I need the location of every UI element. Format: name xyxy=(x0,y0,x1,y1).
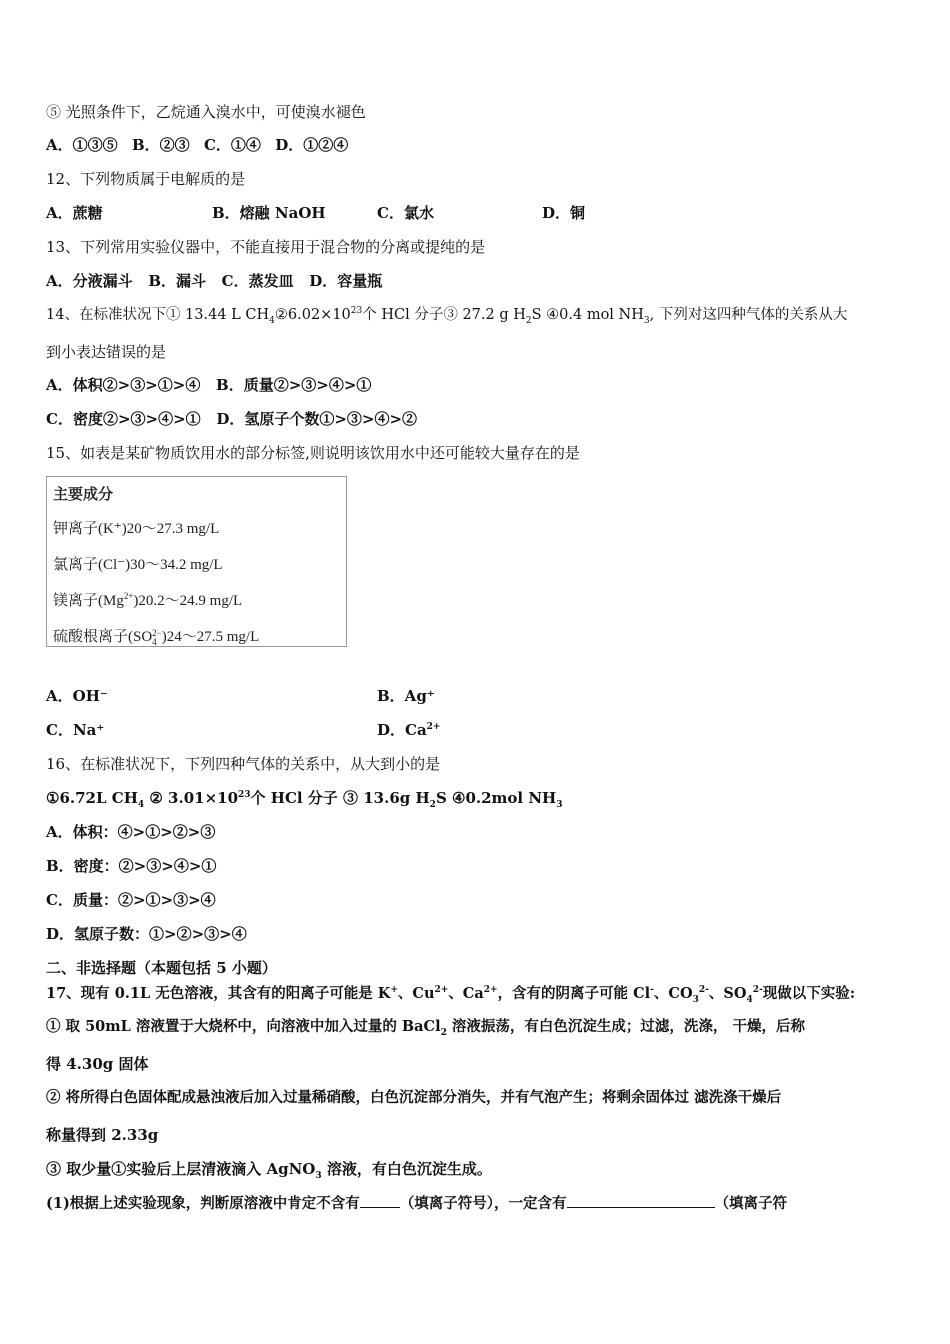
q14-option-b: B．质量②>③>④>① xyxy=(216,376,372,394)
q17-step1: ① 取 50mL 溶液置于大烧杯中，向溶液中加入过量的 BaCl$_2$ 溶液振荡，有白色沉淀生成；过滤，洗涤， 干燥，后称 xyxy=(46,1018,805,1038)
q16-option-a: A．体积：④>①>②>③ xyxy=(46,823,216,841)
q17-step2: ② 将所得白色固体配成悬浊液后加入过量稀硝酸，白色沉淀部分消失，并有气泡产生；将剩余固体过 滤洗涤干燥后 xyxy=(46,1089,782,1106)
q15-option-d: D．$Ca^{2+}$ xyxy=(377,721,441,739)
q13-option-b: B．漏斗 xyxy=(148,272,206,290)
q14-option-c: C．密度②>③>④>① xyxy=(46,410,201,428)
q12-option-c: C．氯水 xyxy=(377,204,434,222)
q12-option-a: A．蔗糖 xyxy=(46,204,103,222)
q12-option-b: B．熔融 NaOH xyxy=(212,204,326,222)
q11-option-c: C．①④ xyxy=(203,136,261,154)
q11-item5: ⑤ 光照条件下，乙烷通入溴水中，可使溴水褪色 xyxy=(46,103,366,121)
q13-option-c: C．蒸发皿 xyxy=(221,272,294,290)
section-heading: 二、非选择题（本题包括 5 小题） xyxy=(46,959,277,977)
mineral-water-label-table xyxy=(46,476,347,647)
q15-stem: 15、如表是某矿物质饮用水的部分标签,则说明该饮用水中还可能较大量存在的是 xyxy=(46,444,580,462)
q17-step3: ③ 取少量①实验后上层清液滴入 AgNO$_3$ 溶液，有白色沉淀生成。 xyxy=(46,1160,492,1181)
answer-blank-not-contained[interactable] xyxy=(360,1193,400,1208)
q14-option-a: A．体积②>③>①>④ xyxy=(46,376,201,394)
q11-option-d: D．①②④ xyxy=(275,136,349,154)
answer-blank-contained[interactable] xyxy=(567,1193,715,1208)
q11-option-b: B．②③ xyxy=(131,136,190,154)
table-title: 主要成分 xyxy=(53,487,114,503)
table-row-chloride: 氯离子(Cl⁻)30～34.2 mg/L xyxy=(53,557,223,573)
q14-stem-line2: 到小表达错误的是 xyxy=(46,343,167,361)
q13-option-a: A．分液漏斗 xyxy=(46,272,133,290)
q14-options-row2 xyxy=(46,409,417,429)
q15-option-c: C．Na⁺ xyxy=(46,721,105,739)
q12-stem: 12、下列物质属于电解质的是 xyxy=(46,170,246,188)
q15-option-b: B．Ag⁺ xyxy=(377,687,435,705)
q17-step2-line2: 称量得到 2.33g xyxy=(46,1126,159,1144)
q11-options xyxy=(46,135,348,155)
q11-option-a: A．①③⑤ xyxy=(46,136,118,154)
q16-option-d: D．氢原子数：①>②>③>④ xyxy=(46,925,247,943)
table-row-sulfate: 硫酸根离子(SO2− 4 )24～27.5 mg/L xyxy=(53,627,260,647)
q14-option-d: D．氢原子个数①>③>④>② xyxy=(216,410,418,428)
q13-option-d: D．容量瓶 xyxy=(309,272,383,290)
q17-stem: 17、现有 0.1L 无色溶液，其含有的阳离子可能是 K+、$Cu^{2+}$、$Ca^{2+}$，含有的阴离子可能 Cl-、$CO_3^{2-}$、$SO_4^{2-}$现做以下实验: xyxy=(46,985,856,1005)
q12-option-d: D．铜 xyxy=(542,204,586,222)
q13-options xyxy=(46,271,382,291)
q16-given: ①6.72L $CH_4$ ② $3.01\times 10^{23}$个 HCl 分子 ③ 13.6g $H_2S$ ④0.2mol $NH_3$ xyxy=(46,789,563,810)
q16-option-c: C．质量：②>①>③>④ xyxy=(46,891,216,909)
q16-option-b: B．密度：②>③>④>① xyxy=(46,857,217,875)
q17-question1: (1)根据上述实验现象，判断原溶液中肯定不含有 （填离子符号），一定含有 （填离子符 xyxy=(46,1195,788,1212)
table-row-magnesium: 镁离子$(Mg^{2+})20.2\sim 24.9$ mg/L xyxy=(53,591,243,609)
q14-options-row1 xyxy=(46,375,371,395)
q13-stem: 13、下列常用实验仪器中，不能直接用于混合物的分离或提纯的是 xyxy=(46,238,486,256)
q15-option-a: A．OH⁻ xyxy=(46,687,108,705)
q16-stem: 16、在标准状况下，下列四种气体的关系中，从大到小的是 xyxy=(46,755,441,773)
q17-step1-line2: 得 4.30g 固体 xyxy=(46,1055,149,1073)
table-row-potassium: 钾离子(K⁺)20～27.3 mg/L xyxy=(53,521,220,537)
q14-stem: 14、在标准状况下① 13.44 L $CH_4②6.02\times 10^{23}$个 HCl 分子③ 27.2 g $H_2S$ ④0.4 mol $NH_3$, 下列对这四种气体的关系从大 xyxy=(46,306,848,326)
